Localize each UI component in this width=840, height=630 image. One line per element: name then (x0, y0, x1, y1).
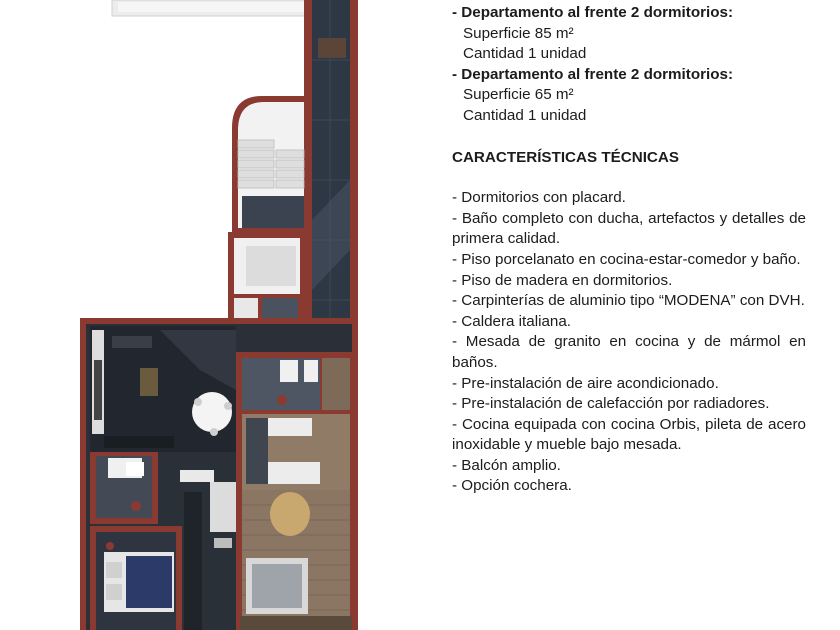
unit-surface: Superficie 65 m² (463, 86, 574, 104)
feature-item: - Pre-instalación de aire acondicionado. (452, 374, 719, 392)
feature-item: - Piso porcelanato en cocina-estar-comedor y baño. (452, 250, 801, 268)
feature-item: - Caldera italiana. (452, 312, 572, 330)
unit-block (452, 65, 806, 127)
feature-item: - Dormitorios con placard. (452, 189, 626, 207)
feature-item: - Cocina equipada con cocina Orbis, pileta de acero inoxidable y mueble bajo mesada. (452, 415, 806, 454)
feature-item: - Piso de madera en dormitorios. (452, 271, 673, 289)
feature-item: - Mesada de granito en cocina y de mármol en baños. (452, 333, 806, 371)
feature-item: - Baño completo con ducha, artefactos y detalles de primera calidad. (452, 209, 806, 248)
description-column (452, 3, 806, 497)
section-title: CARACTERÍSTICAS TÉCNICAS (452, 148, 679, 166)
feature-item: - Balcón amplio. (452, 456, 561, 474)
feature-item: - Pre-instalación de calefacción por radiadores. (452, 395, 770, 413)
unit-quantity: Cantidad 1 unidad (463, 106, 587, 124)
feature-item: - Opción cochera. (452, 477, 572, 495)
unit-title: - Departamento al frente 2 dormitorios: (452, 65, 734, 83)
feature-item: - Carpinterías de aluminio tipo “MODENA” con DVH. (452, 292, 805, 310)
features-list (452, 188, 806, 497)
unit-block (452, 3, 806, 65)
unit-quantity: Cantidad 1 unidad (463, 45, 587, 63)
unit-surface: Superficie 85 m² (463, 24, 574, 42)
unit-title: - Departamento al frente 2 dormitorios: (452, 4, 734, 21)
